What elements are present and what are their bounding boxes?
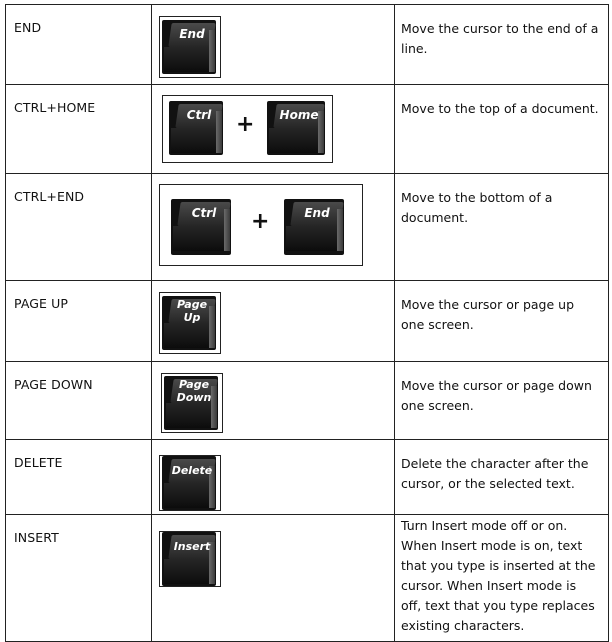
delete-key-image <box>159 455 221 511</box>
table-row <box>6 362 609 440</box>
table-row <box>6 281 609 362</box>
table-row <box>6 5 609 85</box>
end-key-icon: End <box>284 199 344 255</box>
table-row <box>6 85 609 174</box>
shortcut-table <box>5 4 609 642</box>
insert-key-image <box>159 531 221 587</box>
page-down-key-icon: Page Down <box>164 376 218 430</box>
page-up-key-image <box>159 292 221 354</box>
key-name: DELETE <box>14 455 63 470</box>
table-row <box>6 440 609 515</box>
table-row <box>6 174 609 281</box>
key-description: Move the cursor or page down one screen. <box>401 378 592 413</box>
key-description: Delete the character after the cursor, or the selected text. <box>401 456 589 491</box>
end-key-icon: End <box>162 20 216 74</box>
key-description: Move to the bottom of a document. <box>401 190 553 225</box>
plus-sign: + <box>236 112 255 137</box>
key-name: CTRL+END <box>14 189 85 204</box>
delete-key-icon: Delete <box>162 456 216 510</box>
key-description: Turn Insert mode off or on. When Insert mode is on, text that you type is inserted at the cursor. When Insert mode is off, text that you type replaces existing characters. <box>401 518 596 633</box>
insert-key-icon: Insert <box>162 532 216 586</box>
key-name: END <box>14 20 42 35</box>
ctrl-home-key-image <box>162 95 333 163</box>
ctrl-key-icon: Ctrl <box>171 199 231 255</box>
plus-sign: + <box>251 209 270 234</box>
key-name: PAGE DOWN <box>14 377 93 392</box>
ctrl-end-key-image <box>159 184 363 266</box>
key-name: CTRL+HOME <box>14 100 96 115</box>
page-up-key-icon: Page Up <box>162 296 216 350</box>
key-name: PAGE UP <box>14 296 69 311</box>
page-down-key-image <box>161 373 223 433</box>
key-description: Move the cursor or page up one screen. <box>401 297 574 332</box>
home-key-icon: Home <box>267 101 325 155</box>
table-row <box>6 515 609 642</box>
key-description: Move to the top of a document. <box>401 101 599 116</box>
key-description: Move the cursor to the end of a line. <box>401 21 599 56</box>
ctrl-key-icon: Ctrl <box>169 101 223 155</box>
end-key-image <box>159 16 221 78</box>
key-name: INSERT <box>14 530 59 545</box>
